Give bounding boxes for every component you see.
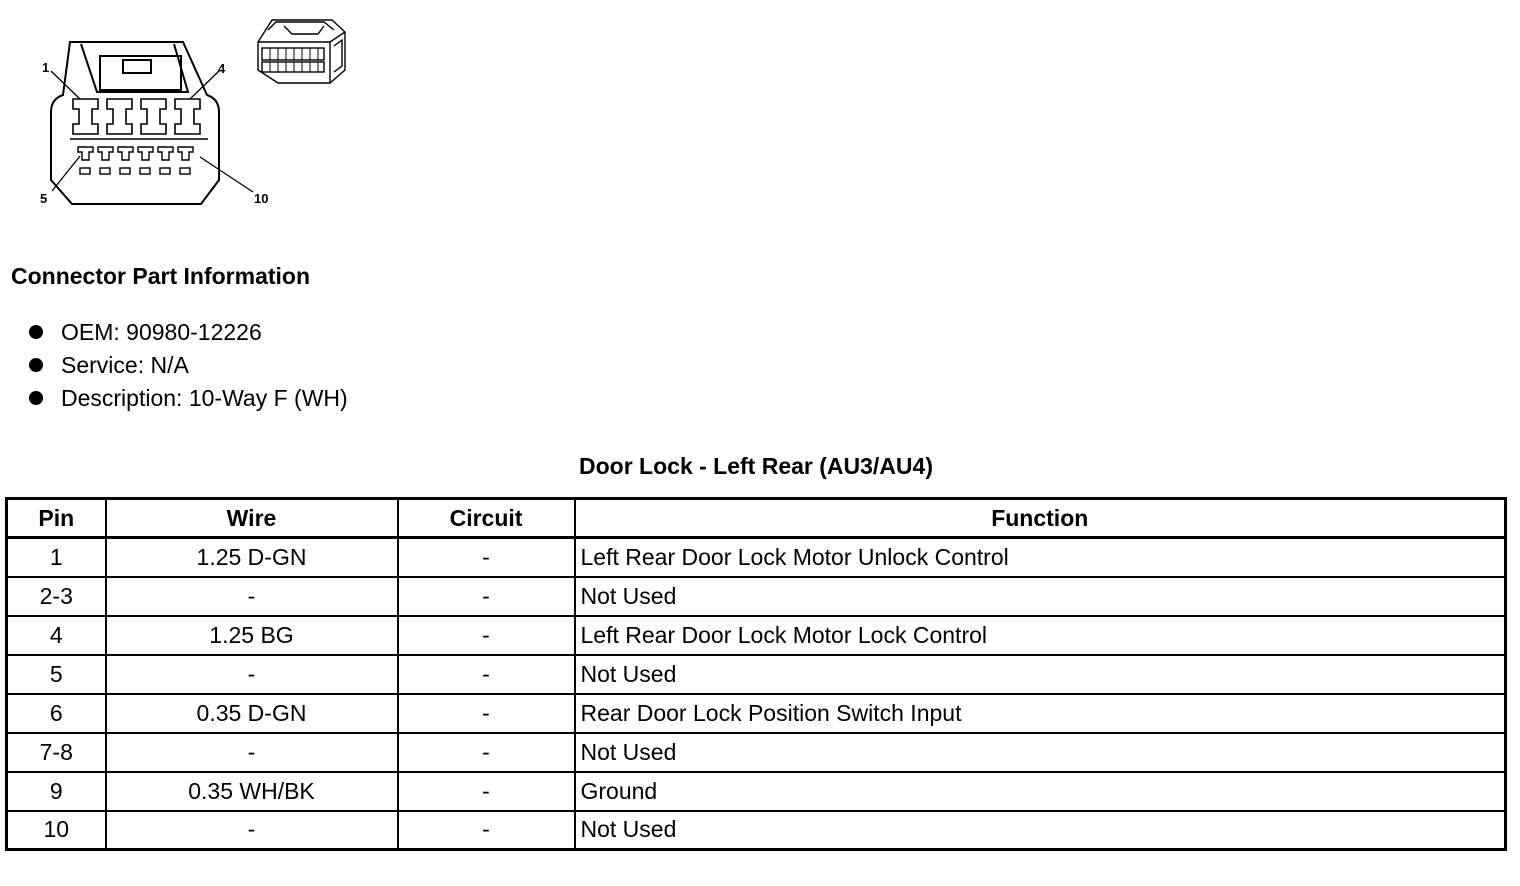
cell-wire: -: [106, 733, 398, 772]
connector-diagram: [0, 0, 360, 215]
table-row: [7, 577, 1506, 616]
header-circuit: Circuit: [398, 499, 575, 538]
pin-label-10: 10: [254, 191, 269, 206]
cell-function: Not Used: [575, 733, 1506, 772]
connector-photo-icon: [258, 20, 345, 83]
cell-wire: 0.35 D-GN: [106, 694, 398, 733]
cell-function: Left Rear Door Lock Motor Unlock Control: [575, 538, 1506, 577]
cell-circuit: -: [398, 694, 575, 733]
cell-circuit: -: [398, 655, 575, 694]
header-wire: Wire: [106, 499, 398, 538]
cell-pin: 6: [7, 694, 106, 733]
part-info-service: [28, 350, 348, 383]
table-row: [7, 538, 1506, 577]
pin-label-4: 4: [218, 61, 226, 76]
table-row: [7, 772, 1506, 811]
pin-label-1: 1: [42, 60, 50, 75]
cell-function: Ground: [575, 772, 1506, 811]
part-info-value: 10-Way F (WH): [188, 385, 348, 411]
header-function: Function: [575, 499, 1506, 538]
part-info-label: OEM:: [61, 319, 120, 345]
header-pin: Pin: [7, 499, 106, 538]
part-info-heading: Connector Part Information: [11, 263, 311, 289]
table-title: Door Lock - Left Rear (AU3/AU4): [579, 453, 933, 479]
part-info-value: 90980-12226: [126, 319, 262, 345]
part-info-label: Description:: [61, 385, 183, 411]
cell-circuit: -: [398, 577, 575, 616]
cell-circuit: -: [398, 616, 575, 655]
bullet-icon: [29, 391, 43, 405]
cell-pin: 1: [7, 538, 106, 577]
part-info-description: [28, 383, 348, 416]
cell-function: Not Used: [575, 577, 1506, 616]
part-info-value: N/A: [150, 352, 189, 378]
cell-function: Left Rear Door Lock Motor Lock Control: [575, 616, 1506, 655]
cell-wire: -: [106, 655, 398, 694]
cell-circuit: -: [398, 733, 575, 772]
cell-wire: 1.25 D-GN: [106, 538, 398, 577]
part-info-list: [28, 317, 348, 416]
cell-circuit: -: [398, 811, 575, 850]
table-row: [7, 655, 1506, 694]
cell-pin: 9: [7, 772, 106, 811]
part-info-label: Service:: [61, 352, 145, 378]
table-row: [7, 811, 1506, 850]
cell-pin: 10: [7, 811, 106, 850]
pin-label-5: 5: [40, 191, 48, 206]
cell-wire: -: [106, 577, 398, 616]
table-row: [7, 616, 1506, 655]
bullet-icon: [29, 325, 43, 339]
cell-pin: 7-8: [7, 733, 106, 772]
cell-function: Not Used: [575, 811, 1506, 850]
cell-function: Rear Door Lock Position Switch Input: [575, 694, 1506, 733]
cell-pin: 2-3: [7, 577, 106, 616]
pinout-table: [5, 497, 1507, 851]
cell-wire: 0.35 WH/BK: [106, 772, 398, 811]
table-row: [7, 733, 1506, 772]
bullet-icon: [29, 358, 43, 372]
table-header-row: [7, 499, 1506, 538]
table-row: [7, 694, 1506, 733]
cell-pin: 4: [7, 616, 106, 655]
cell-circuit: -: [398, 772, 575, 811]
cell-wire: 1.25 BG: [106, 616, 398, 655]
cell-circuit: -: [398, 538, 575, 577]
cell-wire: -: [106, 811, 398, 850]
cell-pin: 5: [7, 655, 106, 694]
cell-function: Not Used: [575, 655, 1506, 694]
part-info-oem: [28, 317, 348, 350]
